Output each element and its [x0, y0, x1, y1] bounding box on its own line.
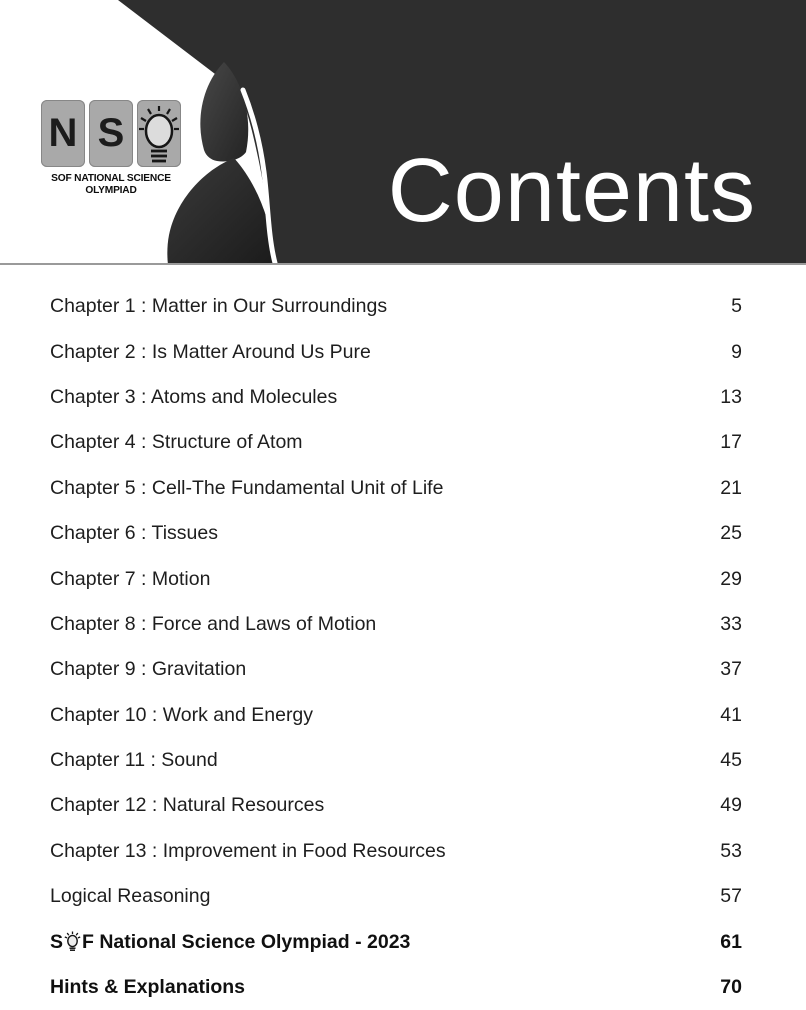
toc-entry-page: 37 [720, 658, 742, 681]
toc-entry-page: 21 [720, 476, 742, 499]
toc-entry-label [50, 931, 410, 954]
toc-row [50, 602, 742, 647]
toc-entry-page: 5 [731, 295, 742, 318]
toc-label-prefix: S [50, 930, 64, 953]
toc-entry-page: 25 [720, 522, 742, 545]
toc-entry-label: Chapter 3 : Atoms and Molecules [50, 385, 338, 408]
lightbulb-icon [64, 931, 81, 951]
toc-entry-label: Chapter 10 : Work and Energy [50, 703, 314, 726]
toc-entry-page: 13 [720, 385, 742, 408]
toc-entry-label: Chapter 8 : Force and Laws of Motion [50, 612, 377, 635]
toc-entry-page: 70 [720, 976, 742, 999]
header-divider-line [0, 263, 806, 265]
toc-row [50, 738, 742, 783]
toc-row [50, 375, 742, 420]
toc-entry-label: Chapter 4 : Structure of Atom [50, 431, 303, 454]
toc-entry-label: Chapter 5 : Cell-The Fundamental Unit of Life [50, 476, 444, 499]
toc-row [50, 919, 742, 964]
toc-entry-label: Chapter 2 : Is Matter Around Us Pure [50, 340, 371, 363]
toc-row [50, 284, 742, 329]
toc-row [50, 874, 742, 919]
logo-caption [42, 172, 180, 197]
toc-row [50, 556, 742, 601]
toc-entry-page: 41 [720, 703, 742, 726]
logo-letter-s: S [97, 111, 125, 155]
toc-row [50, 511, 742, 556]
toc-row [50, 783, 742, 828]
toc-entry-page: 53 [720, 839, 742, 862]
toc-entry-label: Chapter 7 : Motion [50, 567, 211, 590]
toc-row [50, 647, 742, 692]
logo-tile-o [137, 100, 181, 167]
page-header [0, 0, 806, 265]
toc-label-suffix: F National Science Olympiad - 2023 [82, 930, 411, 953]
toc-entry-label: Chapter 9 : Gravitation [50, 658, 247, 681]
toc-entry-page: 29 [720, 567, 742, 590]
logo-tile-s [89, 100, 133, 167]
toc-row [50, 965, 742, 1010]
logo-caption-line2: OLYMPIAD [85, 184, 137, 197]
logo-letter-n: N [48, 111, 78, 155]
lightbulb-icon [137, 103, 181, 165]
toc-entry-page: 61 [720, 930, 742, 953]
logo-tiles [40, 100, 182, 167]
logo-tile-n [41, 100, 85, 167]
toc-row [50, 420, 742, 465]
toc-entry-label: Chapter 12 : Natural Resources [50, 794, 325, 817]
logo-caption-line1: SOF NATIONAL SCIENCE [51, 172, 171, 184]
toc-entry-label: Chapter 13 : Improvement in Food Resources [50, 839, 446, 862]
toc-row [50, 693, 742, 738]
nso-logo [40, 100, 182, 197]
toc-entry-page: 9 [731, 340, 742, 363]
toc-row [50, 329, 742, 374]
toc-entry-page: 17 [720, 431, 742, 454]
toc-entry-label: Chapter 11 : Sound [50, 749, 218, 772]
toc-entry-page: 45 [720, 749, 742, 772]
toc-list [50, 284, 742, 1010]
toc-entry-label: Chapter 1 : Matter in Our Surroundings [50, 295, 388, 318]
toc-row [50, 466, 742, 511]
toc-entry-page: 49 [720, 794, 742, 817]
page-title: Contents [387, 141, 756, 241]
toc-entry-label: Chapter 6 : Tissues [50, 522, 218, 545]
toc-entry-label: Hints & Explanations [50, 976, 246, 999]
toc-entry-page: 57 [720, 885, 742, 908]
toc-row [50, 829, 742, 874]
toc-entry-label: Logical Reasoning [50, 885, 211, 908]
toc-entry-page: 33 [720, 612, 742, 635]
